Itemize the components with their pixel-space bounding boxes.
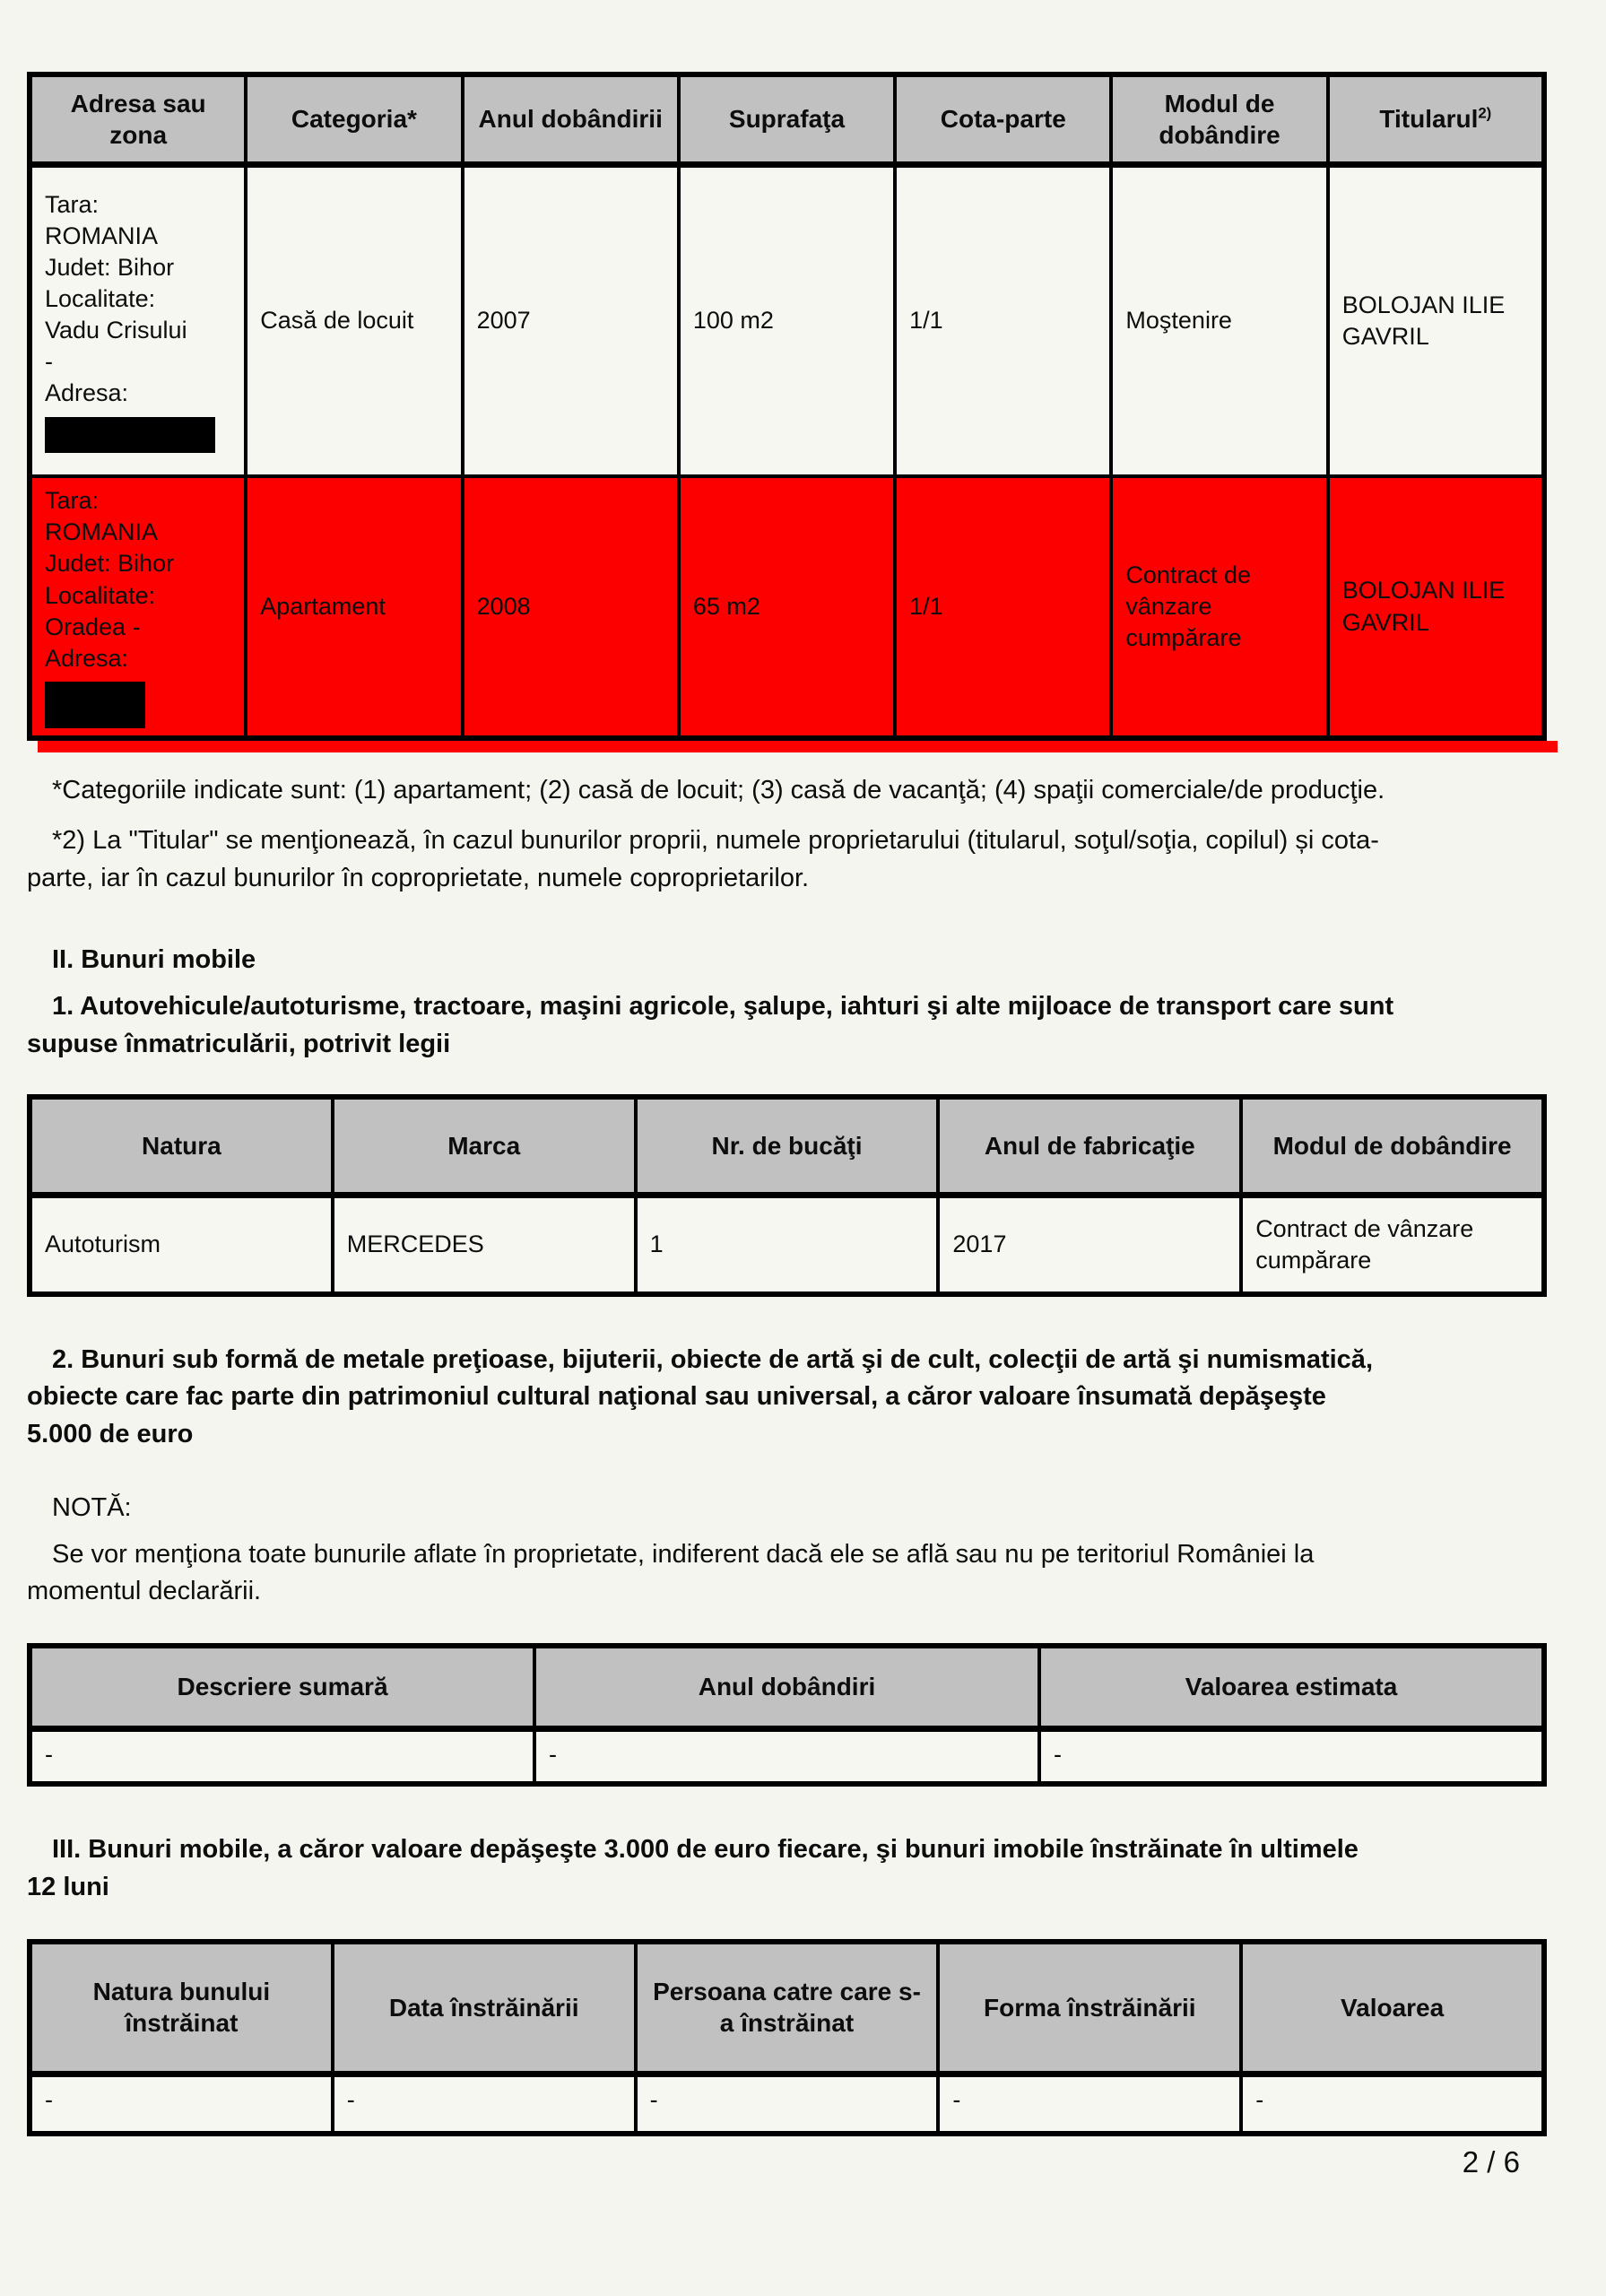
- col-header-an-fabricatie: Anul de fabricaţie: [938, 1097, 1241, 1196]
- cell-surface: 65 m2: [679, 476, 895, 738]
- col-header-mod-dobandire: Modul de dobândire: [1241, 1097, 1544, 1196]
- table-row-valuables-1: [30, 1728, 1544, 1784]
- cell-owner: BOLOJAN ILIE GAVRIL: [1328, 164, 1544, 476]
- cell-category: Casă de locuit: [246, 164, 462, 476]
- vehicle-table-header: [30, 1097, 1544, 1196]
- cell-surface: 100 m2: [679, 164, 895, 476]
- cell-mod-dobandire: Contract de vânzare cumpărare: [1241, 1196, 1544, 1294]
- cell-nr-bucati: 1: [636, 1196, 939, 1294]
- highlight-overflow-strip: [38, 741, 1558, 752]
- titularul-label: Titularul: [1379, 105, 1479, 134]
- cell-natura-bunului: -: [30, 2074, 333, 2134]
- cell-address: [30, 164, 246, 476]
- page-number: 2 / 6: [1462, 2144, 1520, 2179]
- table-row-property-1: [30, 164, 1544, 476]
- alienated-goods-table: [27, 1939, 1547, 2136]
- header-row: [30, 74, 1544, 164]
- section-iii-title: III. Bunuri mobile, a căror valoare depăşeşte 3.000 de euro fiecare, şi bunuri imobile înstrăinate în ultimele 12 luni: [27, 1835, 1359, 1901]
- col-header-adresa: Adresa sau zona: [30, 74, 246, 164]
- cell-descriere: -: [30, 1728, 534, 1784]
- col-header-categoria: Categoria*: [246, 74, 462, 164]
- cell-year: 2007: [463, 164, 679, 476]
- col-header-forma: Forma înstrăinării: [938, 1942, 1241, 2074]
- address-text: Tara: ROMANIA Judet: Bihor Localitate: Vadu Crisului - Adresa:: [45, 190, 187, 407]
- col-header-valoarea: Valoarea: [1241, 1942, 1544, 2074]
- cell-natura: Autoturism: [30, 1196, 333, 1294]
- table-row-alienated-1: [30, 2074, 1544, 2134]
- cell-marca: MERCEDES: [333, 1196, 636, 1294]
- section-ii-title: II. Bunuri mobile: [52, 945, 256, 975]
- cell-category: Apartament: [246, 476, 462, 738]
- redaction-bar: [45, 682, 145, 728]
- nota-text: Se vor menţiona toate bunurile aflate în proprietate, indiferent dacă ele se află sau nu pe teritoriul României la momentul declarării.: [27, 1539, 1315, 1606]
- header-row: [30, 1097, 1544, 1196]
- cell-forma: -: [938, 2074, 1241, 2134]
- cell-address: [30, 476, 246, 738]
- cell-mode: Contract de vânzare cumpărare: [1111, 476, 1327, 738]
- valuables-table: [27, 1643, 1547, 1787]
- cell-persoana: -: [636, 2074, 939, 2134]
- col-header-titularul: [1328, 74, 1544, 164]
- cell-data: -: [333, 2074, 636, 2134]
- col-header-data-instrainarii: Data înstrăinării: [333, 1942, 636, 2074]
- col-header-suprafata: Suprafaţa: [679, 74, 895, 164]
- header-row: [30, 1646, 1544, 1728]
- cell-owner: BOLOJAN ILIE GAVRIL: [1328, 476, 1544, 738]
- immobile-property-table: [27, 72, 1547, 741]
- valuables-table-header: [30, 1646, 1544, 1728]
- footnote-titular: *2) La "Titular" se menţionează, în cazul bunurilor proprii, numele proprietarului (titularul, soţul/soţia, copilul) și cota-parte, iar în cazul bunurilor în coproprietate, numele coproprietarilor.: [27, 825, 1379, 892]
- cell-share: 1/1: [895, 164, 1111, 476]
- table-row-property-2-highlighted: [30, 476, 1544, 738]
- col-header-natura-bunului: Natura bunului înstrăinat: [30, 1942, 333, 2074]
- cell-mode: Moştenire: [1111, 164, 1327, 476]
- col-header-modul-dobandire: Modul de dobândire: [1111, 74, 1327, 164]
- col-header-nr-bucati: Nr. de bucăţi: [636, 1097, 939, 1196]
- section-ii-2-title: 2. Bunuri sub formă de metale preţioase, bijuterii, obiecte de artă şi de cult, colecţii de artă şi numismatică, obiecte care fac parte din patrimoniul cultural naţional sau universal, a căror valoare însumată depăşeşte 5.000 de euro: [27, 1344, 1373, 1448]
- cell-year: 2008: [463, 476, 679, 738]
- cell-an-fabricatie: 2017: [938, 1196, 1241, 1294]
- footnote-categories: *Categoriile indicate sunt: (1) apartament; (2) casă de locuit; (3) casă de vacanţă; (4) spaţii comerciale/de producţie.: [52, 776, 1385, 804]
- col-header-valoarea-estimata: Valoarea estimata: [1039, 1646, 1544, 1728]
- cell-valoarea: -: [1241, 2074, 1544, 2134]
- cell-valoare: -: [1039, 1728, 1544, 1784]
- col-header-marca: Marca: [333, 1097, 636, 1196]
- col-header-anul-dobandirii: Anul dobândirii: [463, 74, 679, 164]
- address-text: Tara: ROMANIA Judet: Bihor Localitate: Oradea - Adresa:: [45, 487, 175, 672]
- redaction-bar: [45, 417, 215, 453]
- col-header-natura: Natura: [30, 1097, 333, 1196]
- immobile-table-header: [30, 74, 1544, 164]
- nota-label: NOTĂ:: [52, 1492, 132, 1522]
- col-header-cota-parte: Cota-parte: [895, 74, 1111, 164]
- col-header-persoana: Persoana catre care s-a înstrăinat: [636, 1942, 939, 2074]
- table-row-vehicle-1: [30, 1196, 1544, 1294]
- col-header-descriere: Descriere sumară: [30, 1646, 534, 1728]
- alienated-table-header: [30, 1942, 1544, 2074]
- col-header-anul-dobandiri: Anul dobândiri: [534, 1646, 1039, 1728]
- cell-share: 1/1: [895, 476, 1111, 738]
- header-row: [30, 1942, 1544, 2074]
- vehicle-table: [27, 1094, 1547, 1297]
- titularul-footnote-ref: 2): [1478, 104, 1492, 122]
- cell-anul: -: [534, 1728, 1039, 1784]
- section-ii-1-title: 1. Autovehicule/autoturisme, tractoare, maşini agricole, şalupe, iahturi şi alte mijloace de transport care sunt supuse înmatriculării, potrivit legii: [27, 992, 1394, 1058]
